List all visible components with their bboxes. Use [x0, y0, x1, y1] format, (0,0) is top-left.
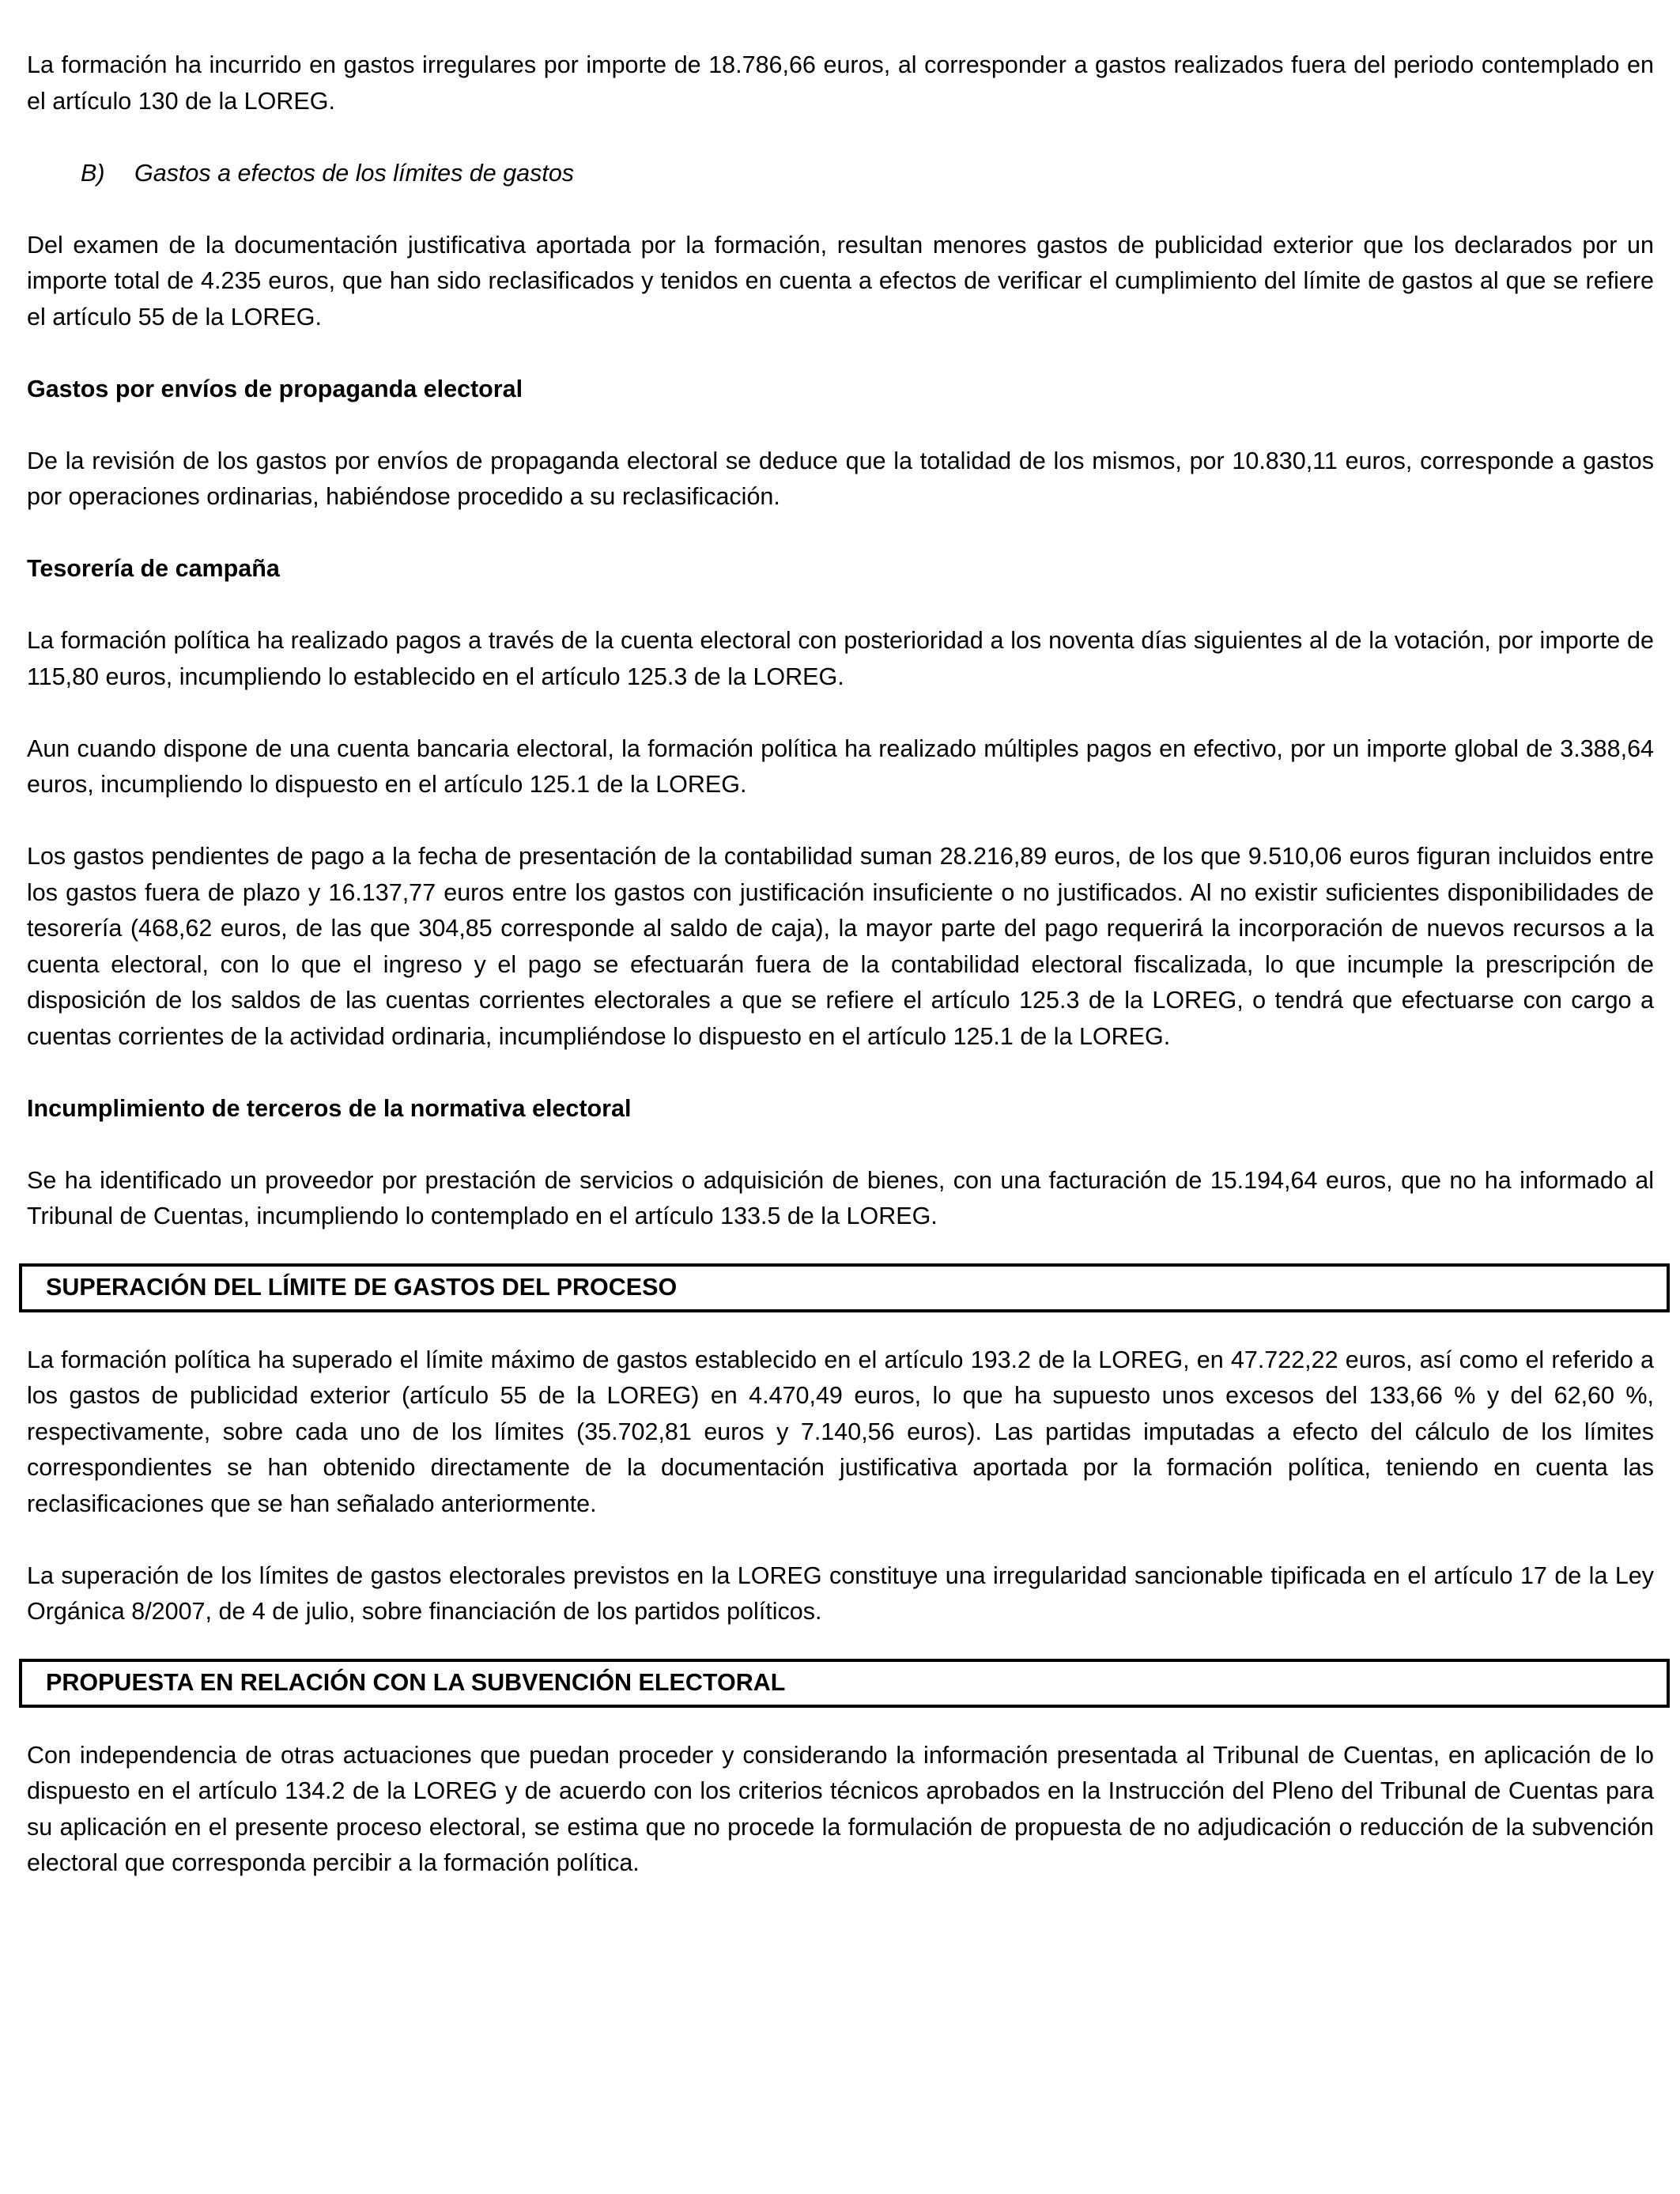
- subheading-b-text: Gastos a efectos de los límites de gastos: [134, 159, 575, 187]
- paragraph-supplier: Se ha identificado un proveedor por prestación de servicios o adquisición de bienes, con una facturación de 15.194,64 euros, que no ha informado al Tribunal de Cuentas, incumpliendo lo contemplado en el artículo 133.5 de la LOREG.: [27, 1166, 1654, 1229]
- document-page: [27, 47, 1654, 1882]
- subheading-b: [27, 156, 1654, 192]
- paragraph-proposal: Con independencia de otras actuaciones que puedan proceder y considerando la información presentada al Tribunal de Cuentas, en aplicación de lo dispuesto en el artículo 134.2 de la LOREG y de acuerdo con los criterios técnicos aprobados en la Instrucción del Pleno del Tribunal de Cuentas para su aplicación en el presente proceso electoral, se estima que no procede la formulación de propuesta de no adjudicación o reducción de la subvención electoral que corresponda percibir a la formación política.: [27, 1741, 1654, 1876]
- paragraph-late-payments: La formación política ha realizado pagos a través de la cuenta electoral con posterioridad a los noventa días siguientes al de la votación, por importe de 115,80 euros, incumpliendo lo establecido en el artículo 125.3 de la LOREG.: [27, 627, 1654, 690]
- paragraph-irregular-expenses: La formación ha incurrido en gastos irregulares por importe de 18.786,66 euros, al corresponder a gastos realizados fuera del periodo contemplado en el artículo 130 de la LOREG.: [27, 51, 1654, 115]
- paragraph-reclassified-advertising: Del examen de la documentación justificativa aportada por la formación, resultan menores gastos de publicidad exterior que los declarados por un importe total de 4.235 euros, que han sido reclasificados y tenidos en cuenta a efectos de verificar el cumplimiento del límite de gastos al que se refiere el artículo 55 de la LOREG.: [27, 231, 1654, 330]
- section-heading-propuesta: PROPUESTA EN RELACIÓN CON LA SUBVENCIÓN ELECTORAL: [19, 1659, 1670, 1708]
- heading-envios: Gastos por envíos de propaganda electoral: [27, 375, 523, 402]
- paragraph-sanctionable: La superación de los límites de gastos electorales previstos en la LOREG constituye una irregularidad sancionable tipificada en el artículo 17 de la Ley Orgánica 8/2007, de 4 de julio, sobre financiación de los partidos políticos.: [27, 1561, 1654, 1625]
- heading-terceros: Incumplimiento de terceros de la normativa electoral: [27, 1094, 632, 1122]
- paragraph-cash-payments: Aun cuando dispone de una cuenta bancaria electoral, la formación política ha realizado múltiples pagos en efectivo, por un importe global de 3.388,64 euros, incumpliendo lo dispuesto en el artículo 125.1 de la LOREG.: [27, 734, 1654, 798]
- section-heading-superacion: SUPERACIÓN DEL LÍMITE DE GASTOS DEL PROCESO: [19, 1263, 1670, 1312]
- subheading-b-label: B): [81, 159, 105, 187]
- heading-tesoreria: Tesorería de campaña: [27, 555, 280, 582]
- paragraph-envios: De la revisión de los gastos por envíos de propaganda electoral se deduce que la totalidad de los mismos, por 10.830,11 euros, corresponde a gastos por operaciones ordinarias, habiéndose procedido a su reclasificación.: [27, 447, 1654, 510]
- paragraph-pending-payments: Los gastos pendientes de pago a la fecha de presentación de la contabilidad suman 28.216,89 euros, de los que 9.510,06 euros figuran incluidos entre los gastos fuera de plazo y 16.137,77 euros entre los gastos con justificación insuficiente o no justificados. Al no existir suficientes disponibilidades de tesorería (468,62 euros, de las que 304,85 corresponde al saldo de caja), la mayor parte del pago requerirá la incorporación de nuevos recursos a la cuenta electoral, con lo que el ingreso y el pago se efectuarán fuera de la contabilidad electoral fiscalizada, lo que incumple la prescripción de disposición de los saldos de las cuentas corrientes electorales a que se refiere el artículo 125.3 de la LOREG, o tendrá que efectuarse con cargo a cuentas corrientes de la actividad ordinaria, incumpliéndose lo dispuesto en el artículo 125.1 de la LOREG.: [27, 843, 1654, 1050]
- paragraph-limit-exceeded: La formación política ha superado el límite máximo de gastos establecido en el artículo 193.2 de la LOREG, en 47.722,22 euros, así como el referido a los gastos de publicidad exterior (artículo 55 de la LOREG) en 4.470,49 euros, lo que ha supuesto unos excesos del 133,66 % y del 62,60 %, respectivamente, sobre cada uno de los límites (35.702,81 euros y 7.140,56 euros). Las partidas imputadas a efecto del cálculo de los límites correspondientes se han obtenido directamente de la documentación justificativa aportada por la formación política, teniendo en cuenta las reclasificaciones que se han señalado anteriormente.: [27, 1346, 1654, 1517]
